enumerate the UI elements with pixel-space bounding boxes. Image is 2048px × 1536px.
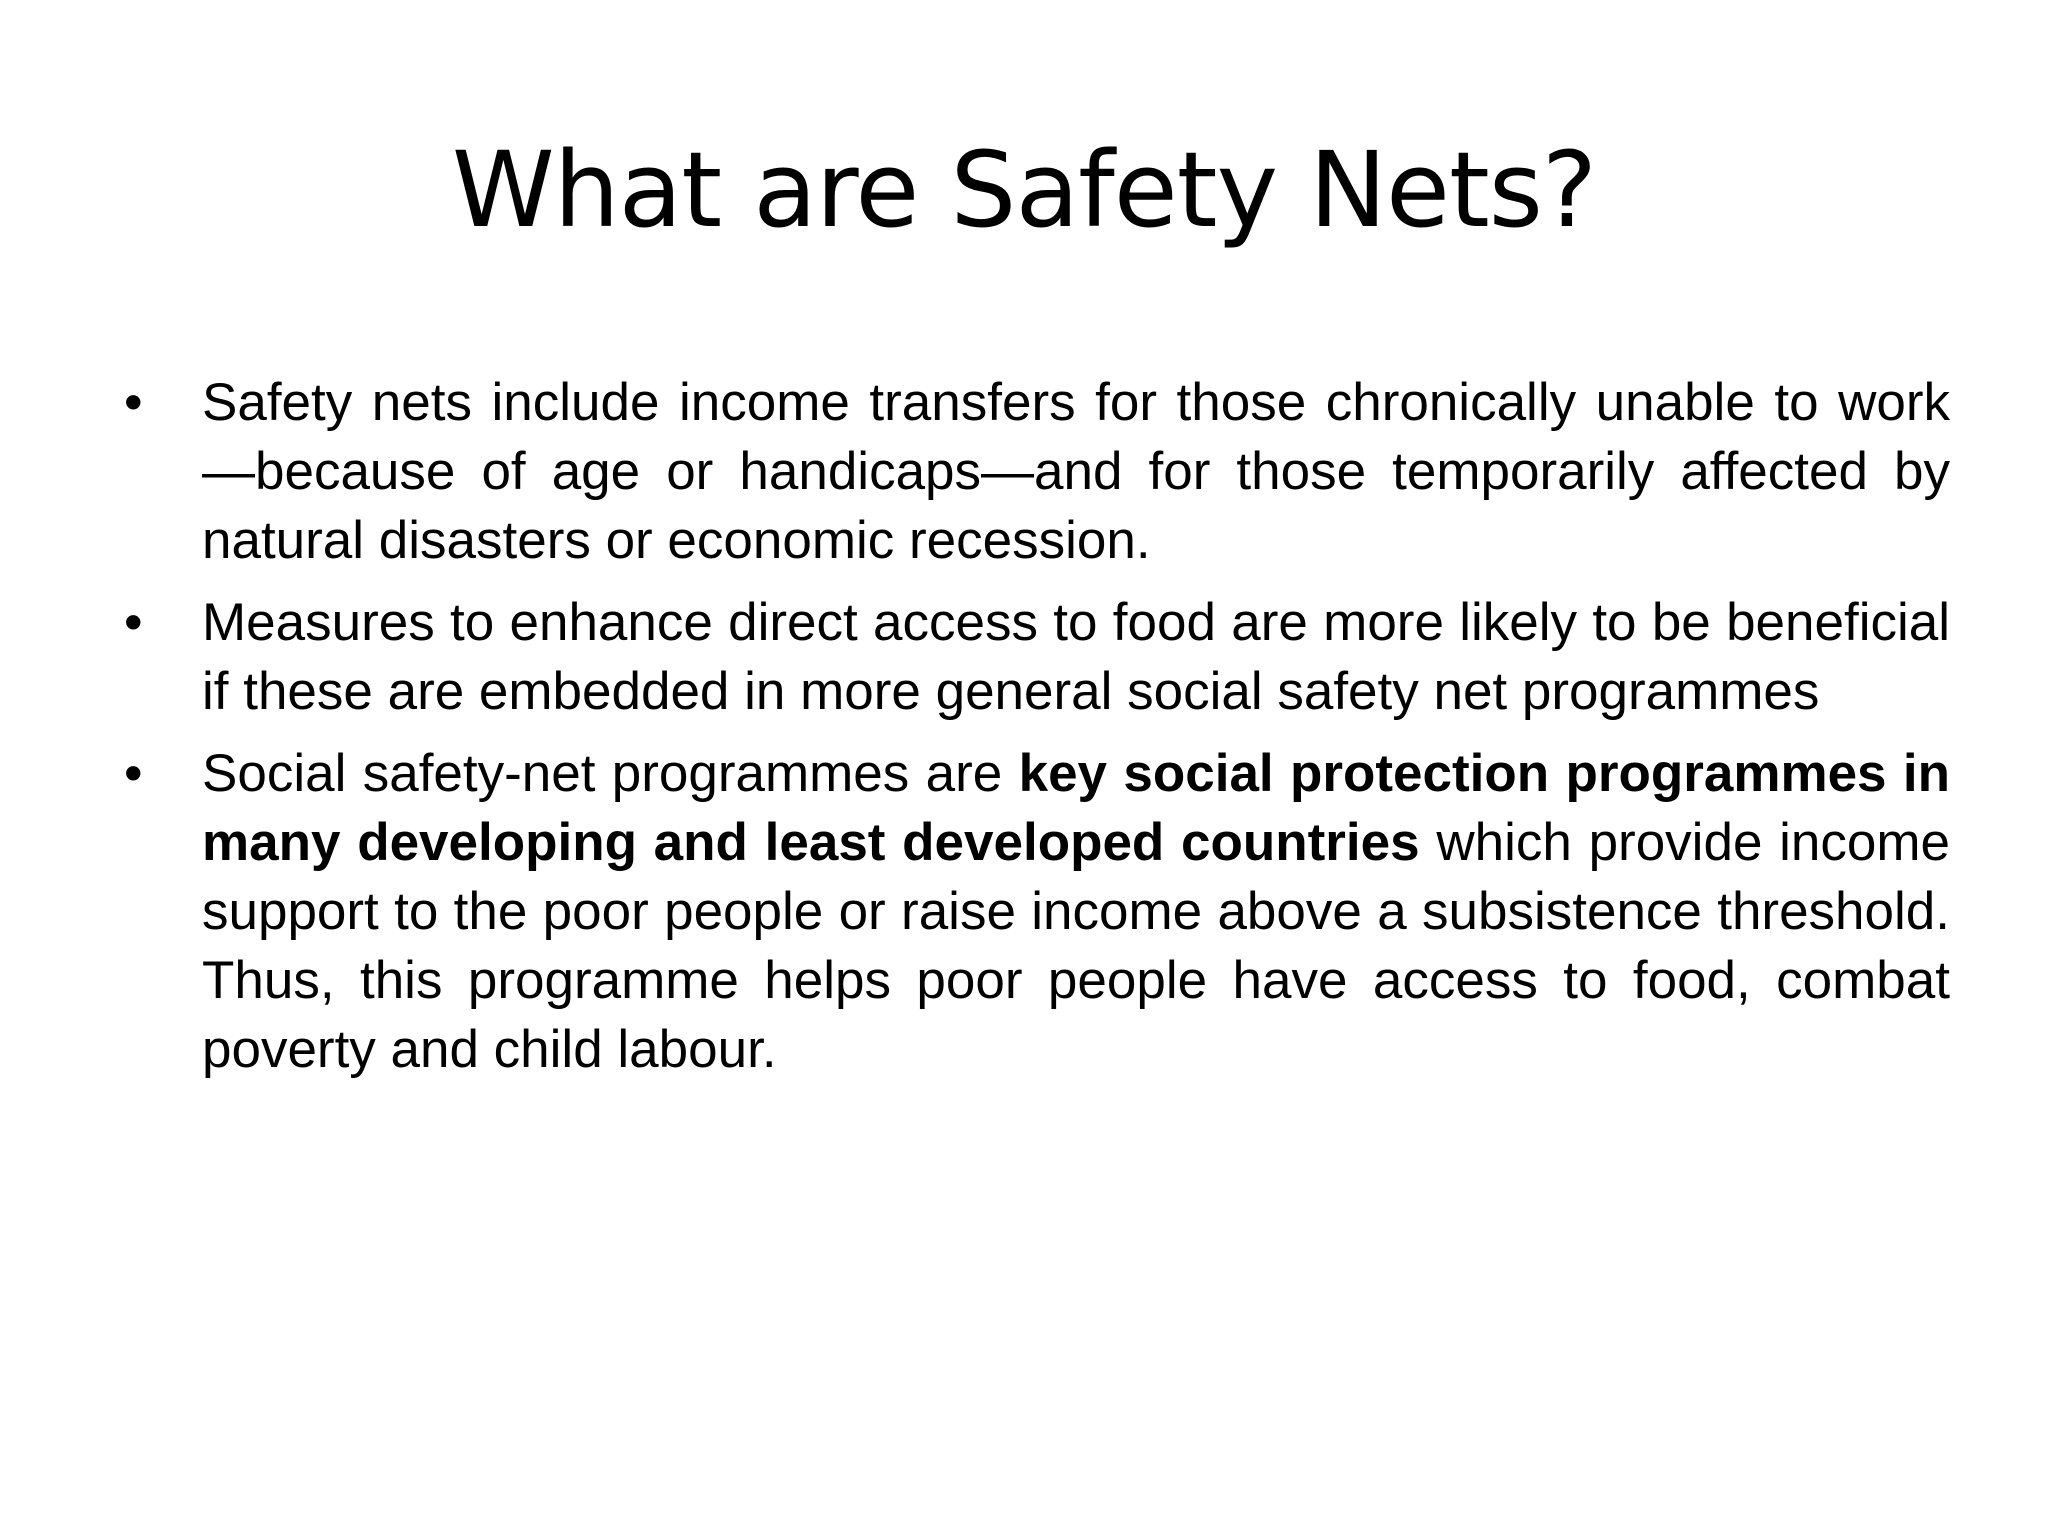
bullet-text [202, 739, 1950, 1084]
bullet-item-food-access [110, 588, 1950, 726]
bullet-text-bold: key social protection programmes in many developing and least developed countries [202, 744, 1950, 872]
bullet-icon: • [124, 593, 143, 652]
bullet-text-after: which provide income support to the poor people or raise income above a subsistence threshold. Thus, this programme helps poor people have access to food, combat poverty and child labour. [202, 813, 1951, 1079]
bullet-text: Safety nets include income transfers for those chronically unable to work—because of age or handicaps—and for those temporarily affected by natural disasters or economic recession. [202, 373, 1950, 570]
bullet-text: Measures to enhance direct access to food are more likely to be beneficial if these are embedded in more general social safety net programmes [202, 593, 1950, 721]
bullet-icon: • [124, 744, 143, 803]
bullet-item-income-transfers [110, 368, 1950, 575]
slide-title: What are Safety Nets? [451, 129, 1597, 251]
bullet-text-before: Social safety-net programmes are [202, 744, 1019, 803]
bullet-icon: • [124, 373, 143, 432]
bullet-list [110, 368, 1950, 1097]
bullet-item-social-protection [110, 739, 1950, 1084]
